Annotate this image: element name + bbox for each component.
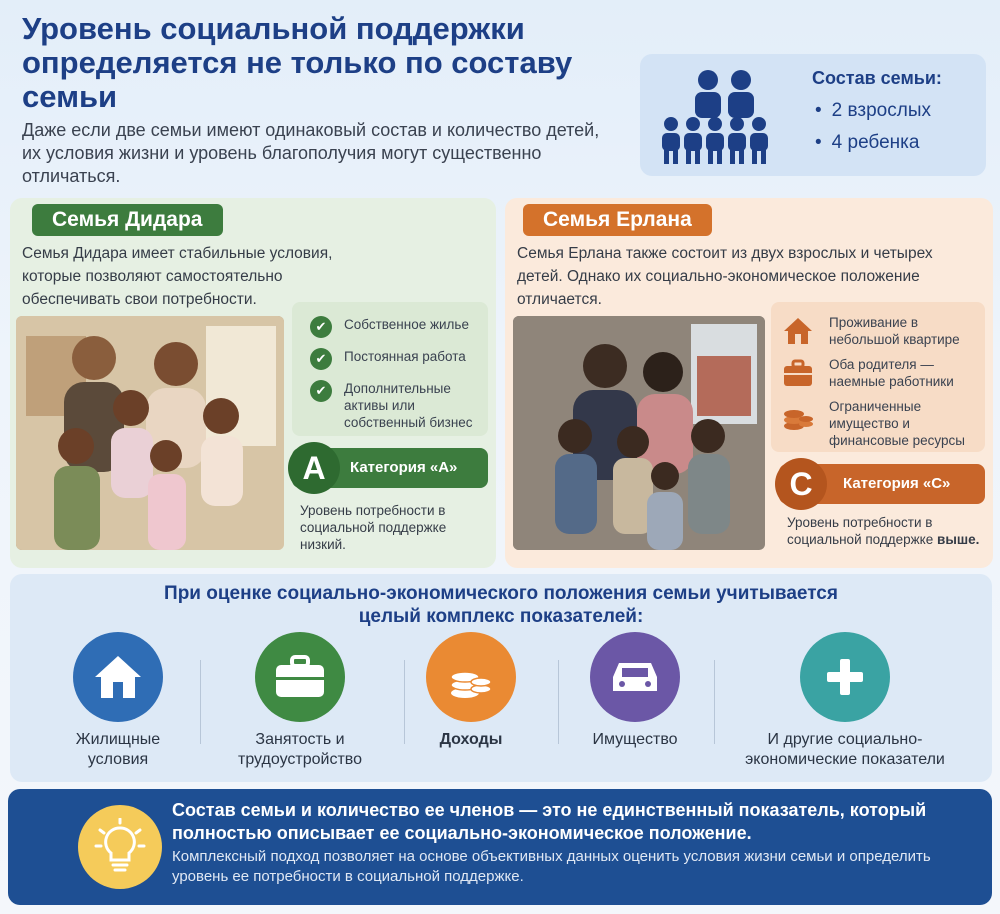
family-card-didar <box>10 198 496 568</box>
briefcase-icon <box>255 632 345 722</box>
divider <box>404 660 405 744</box>
page-title: Уровень социальной поддержки определяется не только по составу семьи <box>22 11 573 114</box>
family-features <box>771 302 985 452</box>
feature-item: ✔ Собственное жилье <box>310 316 469 338</box>
divider <box>200 660 201 744</box>
coins-icon <box>781 398 815 432</box>
family-title: Семья Дидара <box>32 204 223 236</box>
category-label: Категория «С» <box>843 475 951 492</box>
category-label: Категория «А» <box>350 459 458 476</box>
indicator-other: И другие социально-экономические показатели <box>730 632 960 770</box>
conclusion-main: Состав семьи и количество ее членов — это не единственный показатель, который полностью описывает ее социально-экономическое положение. <box>172 800 927 843</box>
category-badge <box>292 448 488 488</box>
family-card-erlan <box>505 198 993 568</box>
need-level-text: Уровень потребности в социальной поддержке выше. <box>787 515 980 547</box>
feature-item: ✔ Постоянная работа <box>310 348 466 370</box>
indicator-housing: Жилищные условия <box>58 632 178 770</box>
divider <box>714 660 715 744</box>
composition-item: • 2 взрослых <box>815 100 931 122</box>
family-icon <box>658 66 798 166</box>
page-subtitle: Даже если две семьи имеют одинаковый состав и количество детей, их условия жизни и уровень благополучия могут существенно отличаться. <box>22 120 600 186</box>
need-level-text: Уровень потребности в социальной поддержке низкий. <box>300 503 447 552</box>
feature-item: Ограниченные имущество и финансовые ресурсы <box>781 398 981 449</box>
indicators-title: При оценке социально-экономического положения семьи учитывается целый комплекс показателей: <box>164 583 838 627</box>
category-letter: C <box>775 458 827 510</box>
indicator-income: Доходы <box>416 632 526 750</box>
indicator-employment: Занятость и трудоустройство <box>220 632 380 770</box>
category-letter: A <box>288 442 340 494</box>
family-title: Семья Ерлана <box>523 204 712 236</box>
divider <box>558 660 559 744</box>
conclusion-sub: Комплексный подход позволяет на основе объективных данных оценить условия жизни семьи и определить уровень ее потребности в социальной поддержке. <box>172 848 931 885</box>
house-icon <box>73 632 163 722</box>
feature-item: Проживание в небольшой квартире <box>781 314 981 348</box>
plus-icon <box>800 632 890 722</box>
feature-item: ✔ Дополнительные активы или собственный бизнес <box>310 380 480 431</box>
composition-list <box>815 100 931 164</box>
family-composition-panel <box>640 54 986 176</box>
checkmark-icon: ✔ <box>310 380 332 402</box>
car-icon <box>590 632 680 722</box>
family-features <box>292 302 488 436</box>
composition-item: • 4 ребенка <box>815 132 931 154</box>
checkmark-icon: ✔ <box>310 348 332 370</box>
briefcase-icon <box>781 356 815 390</box>
coins-icon <box>426 632 516 722</box>
house-icon <box>781 314 815 348</box>
category-badge <box>779 464 985 504</box>
indicators-panel <box>10 574 992 782</box>
family-photo <box>16 316 284 550</box>
need-emphasis: выше. <box>937 532 980 547</box>
feature-item: Оба родителя — наемные работники <box>781 356 981 390</box>
family-description: Семья Ерлана также состоит из двух взрослых и четырех детей. Однако их социально-экономическое положение отличается. <box>517 245 933 308</box>
lightbulb-icon <box>78 805 162 889</box>
indicator-property: Имущество <box>570 632 700 750</box>
checkmark-icon: ✔ <box>310 316 332 338</box>
conclusion-banner <box>8 789 992 905</box>
composition-title: Состав семьи: <box>812 68 942 88</box>
family-description: Семья Дидара имеет стабильные условия, которые позволяют самостоятельно обеспечивать свои потребности. <box>22 245 333 308</box>
family-photo <box>513 316 765 550</box>
